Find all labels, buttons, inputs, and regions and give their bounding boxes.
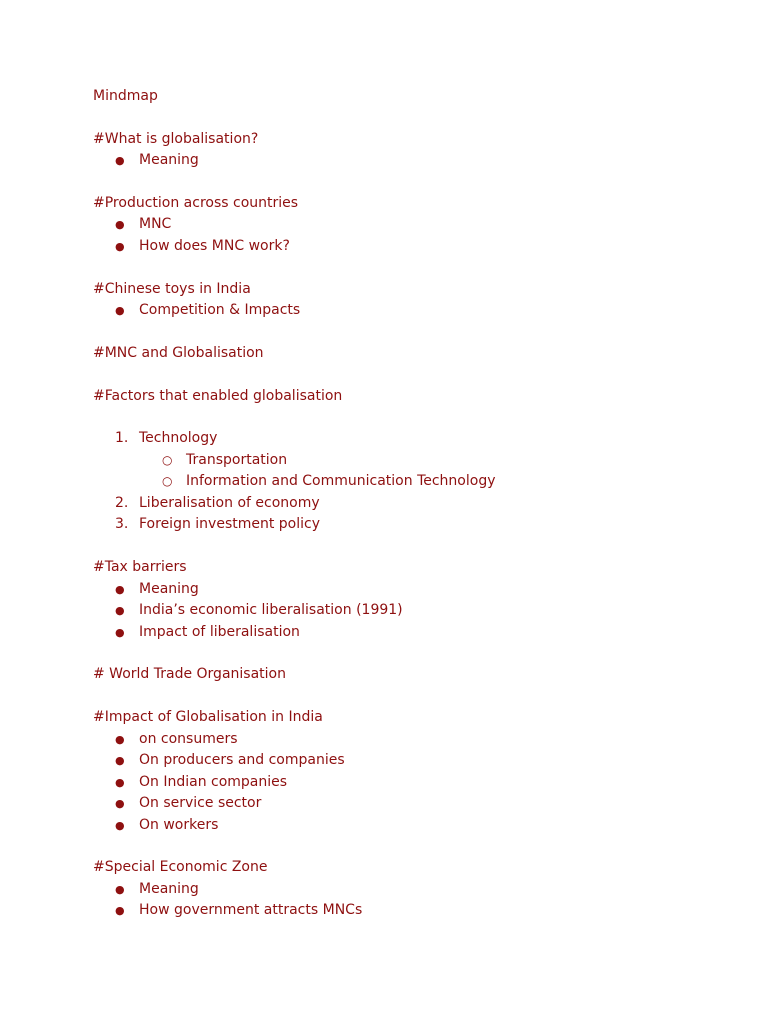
- section-heading: #What is globalisation?: [93, 131, 259, 147]
- sub-list-item-text: Transportation: [186, 452, 288, 468]
- list-item-text: Competition & Impacts: [139, 302, 301, 318]
- numbered-item-text: Technology: [139, 430, 218, 446]
- bullet-icon: ●: [115, 733, 125, 746]
- bullet-icon: ●: [115, 819, 125, 832]
- section-heading: # World Trade Organisation: [93, 666, 286, 682]
- list-item-text: On Indian companies: [139, 774, 288, 790]
- hollow-bullet-icon: ○: [162, 474, 173, 488]
- number-marker: 2.: [115, 495, 129, 511]
- number-marker: 1.: [115, 430, 129, 446]
- bullet-icon: ●: [115, 304, 125, 317]
- list-item-text: Meaning: [139, 881, 199, 897]
- list-item-text: on consumers: [139, 731, 238, 747]
- section-heading: #Impact of Globalisation in India: [93, 709, 323, 725]
- bullet-icon: ●: [115, 797, 125, 810]
- list-item-text: On service sector: [139, 795, 262, 811]
- sub-list-item-text: Information and Communication Technology: [186, 473, 496, 489]
- section-heading: #Factors that enabled globalisation: [93, 388, 343, 404]
- list-item-text: MNC: [139, 216, 172, 232]
- list-item-text: India’s economic liberalisation (1991): [139, 602, 403, 618]
- page-title: Mindmap: [93, 88, 158, 104]
- bullet-icon: ●: [115, 883, 125, 896]
- bullet-icon: ●: [115, 218, 125, 231]
- section-heading: #Tax barriers: [93, 559, 187, 575]
- list-item-text: How government attracts MNCs: [139, 902, 363, 918]
- list-item-text: Meaning: [139, 581, 199, 597]
- section-heading: #Special Economic Zone: [93, 859, 268, 875]
- bullet-icon: ●: [115, 626, 125, 639]
- bullet-icon: ●: [115, 240, 125, 253]
- bullet-icon: ●: [115, 754, 125, 767]
- hollow-bullet-icon: ○: [162, 453, 173, 467]
- section-heading: #MNC and Globalisation: [93, 345, 264, 361]
- section-heading: #Chinese toys in India: [93, 281, 251, 297]
- list-item-text: Impact of liberalisation: [139, 624, 300, 640]
- bullet-icon: ●: [115, 154, 125, 167]
- bullet-icon: ●: [115, 583, 125, 596]
- numbered-item-text: Foreign investment policy: [139, 516, 321, 532]
- list-item-text: On producers and companies: [139, 752, 345, 768]
- bullet-icon: ●: [115, 776, 125, 789]
- number-marker: 3.: [115, 516, 129, 532]
- list-item-text: On workers: [139, 817, 219, 833]
- section-heading: #Production across countries: [93, 195, 299, 211]
- numbered-item-text: Liberalisation of economy: [139, 495, 320, 511]
- list-item-text: Meaning: [139, 152, 199, 168]
- list-item-text: How does MNC work?: [139, 238, 290, 254]
- bullet-icon: ●: [115, 604, 125, 617]
- bullet-icon: ●: [115, 904, 125, 917]
